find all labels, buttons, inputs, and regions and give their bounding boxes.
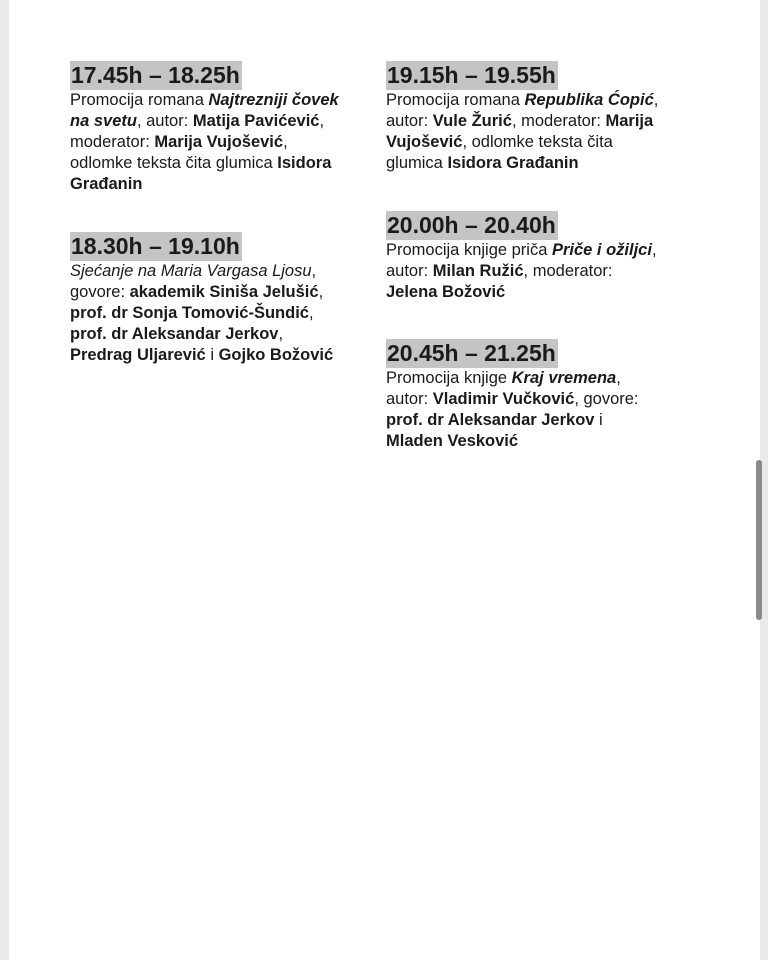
text-segment: , <box>311 262 317 280</box>
text-segment: Promocija romana <box>70 91 209 109</box>
text-segment: , moderator: <box>511 112 606 130</box>
event-block <box>70 232 333 366</box>
text-segment: Promocija romana <box>386 91 525 109</box>
text-segment: na svetu <box>70 112 137 130</box>
text-segment: , <box>319 112 325 130</box>
text-segment: Vladimir Vučković <box>432 390 575 408</box>
text-segment: , govore: <box>574 390 639 408</box>
event-description-line <box>386 240 657 261</box>
text-segment: Marija <box>605 112 654 130</box>
text-segment: odlomke teksta čita glumica <box>70 154 278 172</box>
event-time: 19.15h – 19.55h <box>387 62 556 88</box>
text-segment: , <box>653 91 659 109</box>
text-segment: glumica <box>386 154 448 172</box>
text-segment: prof. dr Aleksandar Jerkov <box>70 325 279 343</box>
text-segment: , <box>278 325 284 343</box>
event-description-line <box>386 111 658 132</box>
text-segment: Predrag Uljarević <box>70 346 206 364</box>
text-segment: Isidora <box>277 154 332 172</box>
event-description-line <box>70 345 333 366</box>
event-description-line <box>70 90 339 111</box>
event-description-line <box>70 174 339 195</box>
text-segment: Matija Pavićević <box>192 112 320 130</box>
event-description-line <box>386 90 658 111</box>
event-block <box>70 61 339 195</box>
text-segment: Vujošević <box>386 133 463 151</box>
event-description-line <box>70 153 339 174</box>
text-segment: Najtrezniji čovek <box>208 91 339 109</box>
text-segment: Građanin <box>70 175 143 193</box>
text-segment: autor: <box>386 262 433 280</box>
text-segment: , <box>318 283 324 301</box>
text-segment: autor: <box>386 390 433 408</box>
scrollbar[interactable] <box>756 460 762 620</box>
text-segment: Marija Vujošević <box>154 133 284 151</box>
event-time: 20.45h – 21.25h <box>387 340 556 366</box>
text-segment: Sjećanje na Maria Vargasa Ljosu <box>70 262 312 280</box>
event-description-line <box>386 132 658 153</box>
text-segment: prof. dr Aleksandar Jerkov <box>386 411 595 429</box>
text-segment: Priče i ožiljci <box>551 241 652 259</box>
event-block <box>386 339 639 452</box>
event-description-line <box>386 282 657 303</box>
event-block <box>386 211 657 303</box>
text-segment: , autor: <box>136 112 193 130</box>
text-segment: Vule Žurić <box>432 112 512 130</box>
text-segment: Gojko Božović <box>218 346 334 364</box>
text-segment: Promocija knjige <box>386 369 512 387</box>
event-description-line <box>70 132 339 153</box>
text-segment: i <box>205 346 219 364</box>
text-segment: , <box>616 369 621 387</box>
event-block <box>386 61 658 174</box>
text-segment: , <box>651 241 657 259</box>
event-description-line <box>386 389 639 410</box>
text-segment: , odlomke teksta čita <box>462 133 613 151</box>
text-segment: Jelena Božović <box>386 283 506 301</box>
event-description-line <box>386 368 639 389</box>
text-segment: moderator: <box>70 133 155 151</box>
event-description-line <box>70 111 339 132</box>
text-segment: autor: <box>386 112 433 130</box>
event-time: 20.00h – 20.40h <box>387 212 556 238</box>
text-segment: Milan Ružić <box>432 262 524 280</box>
text-segment: prof. dr Sonja Tomović-Šundić <box>70 304 309 322</box>
event-description-line <box>386 431 639 452</box>
event-description-line <box>386 410 639 431</box>
text-segment: govore: <box>70 283 130 301</box>
text-segment: i <box>594 411 603 429</box>
text-segment: , <box>283 133 288 151</box>
event-description-line <box>70 282 333 303</box>
text-segment: Isidora Građanin <box>447 154 579 172</box>
event-description-line <box>386 153 658 174</box>
text-segment: Republika Ćopić <box>524 91 654 109</box>
event-description-line <box>70 324 333 345</box>
event-description-line <box>386 261 657 282</box>
text-segment: , moderator: <box>523 262 613 280</box>
text-segment: , <box>308 304 314 322</box>
event-time: 17.45h – 18.25h <box>71 62 240 88</box>
text-segment: Promocija knjige priča <box>386 241 552 259</box>
event-description-line <box>70 303 333 324</box>
text-segment: akademik Siniša Jelušić <box>129 283 319 301</box>
event-description-line <box>70 261 333 282</box>
text-segment: Kraj vremena <box>511 369 617 387</box>
event-time: 18.30h – 19.10h <box>71 233 240 259</box>
text-segment: Mladen Vesković <box>386 432 519 450</box>
document-page <box>9 0 760 960</box>
